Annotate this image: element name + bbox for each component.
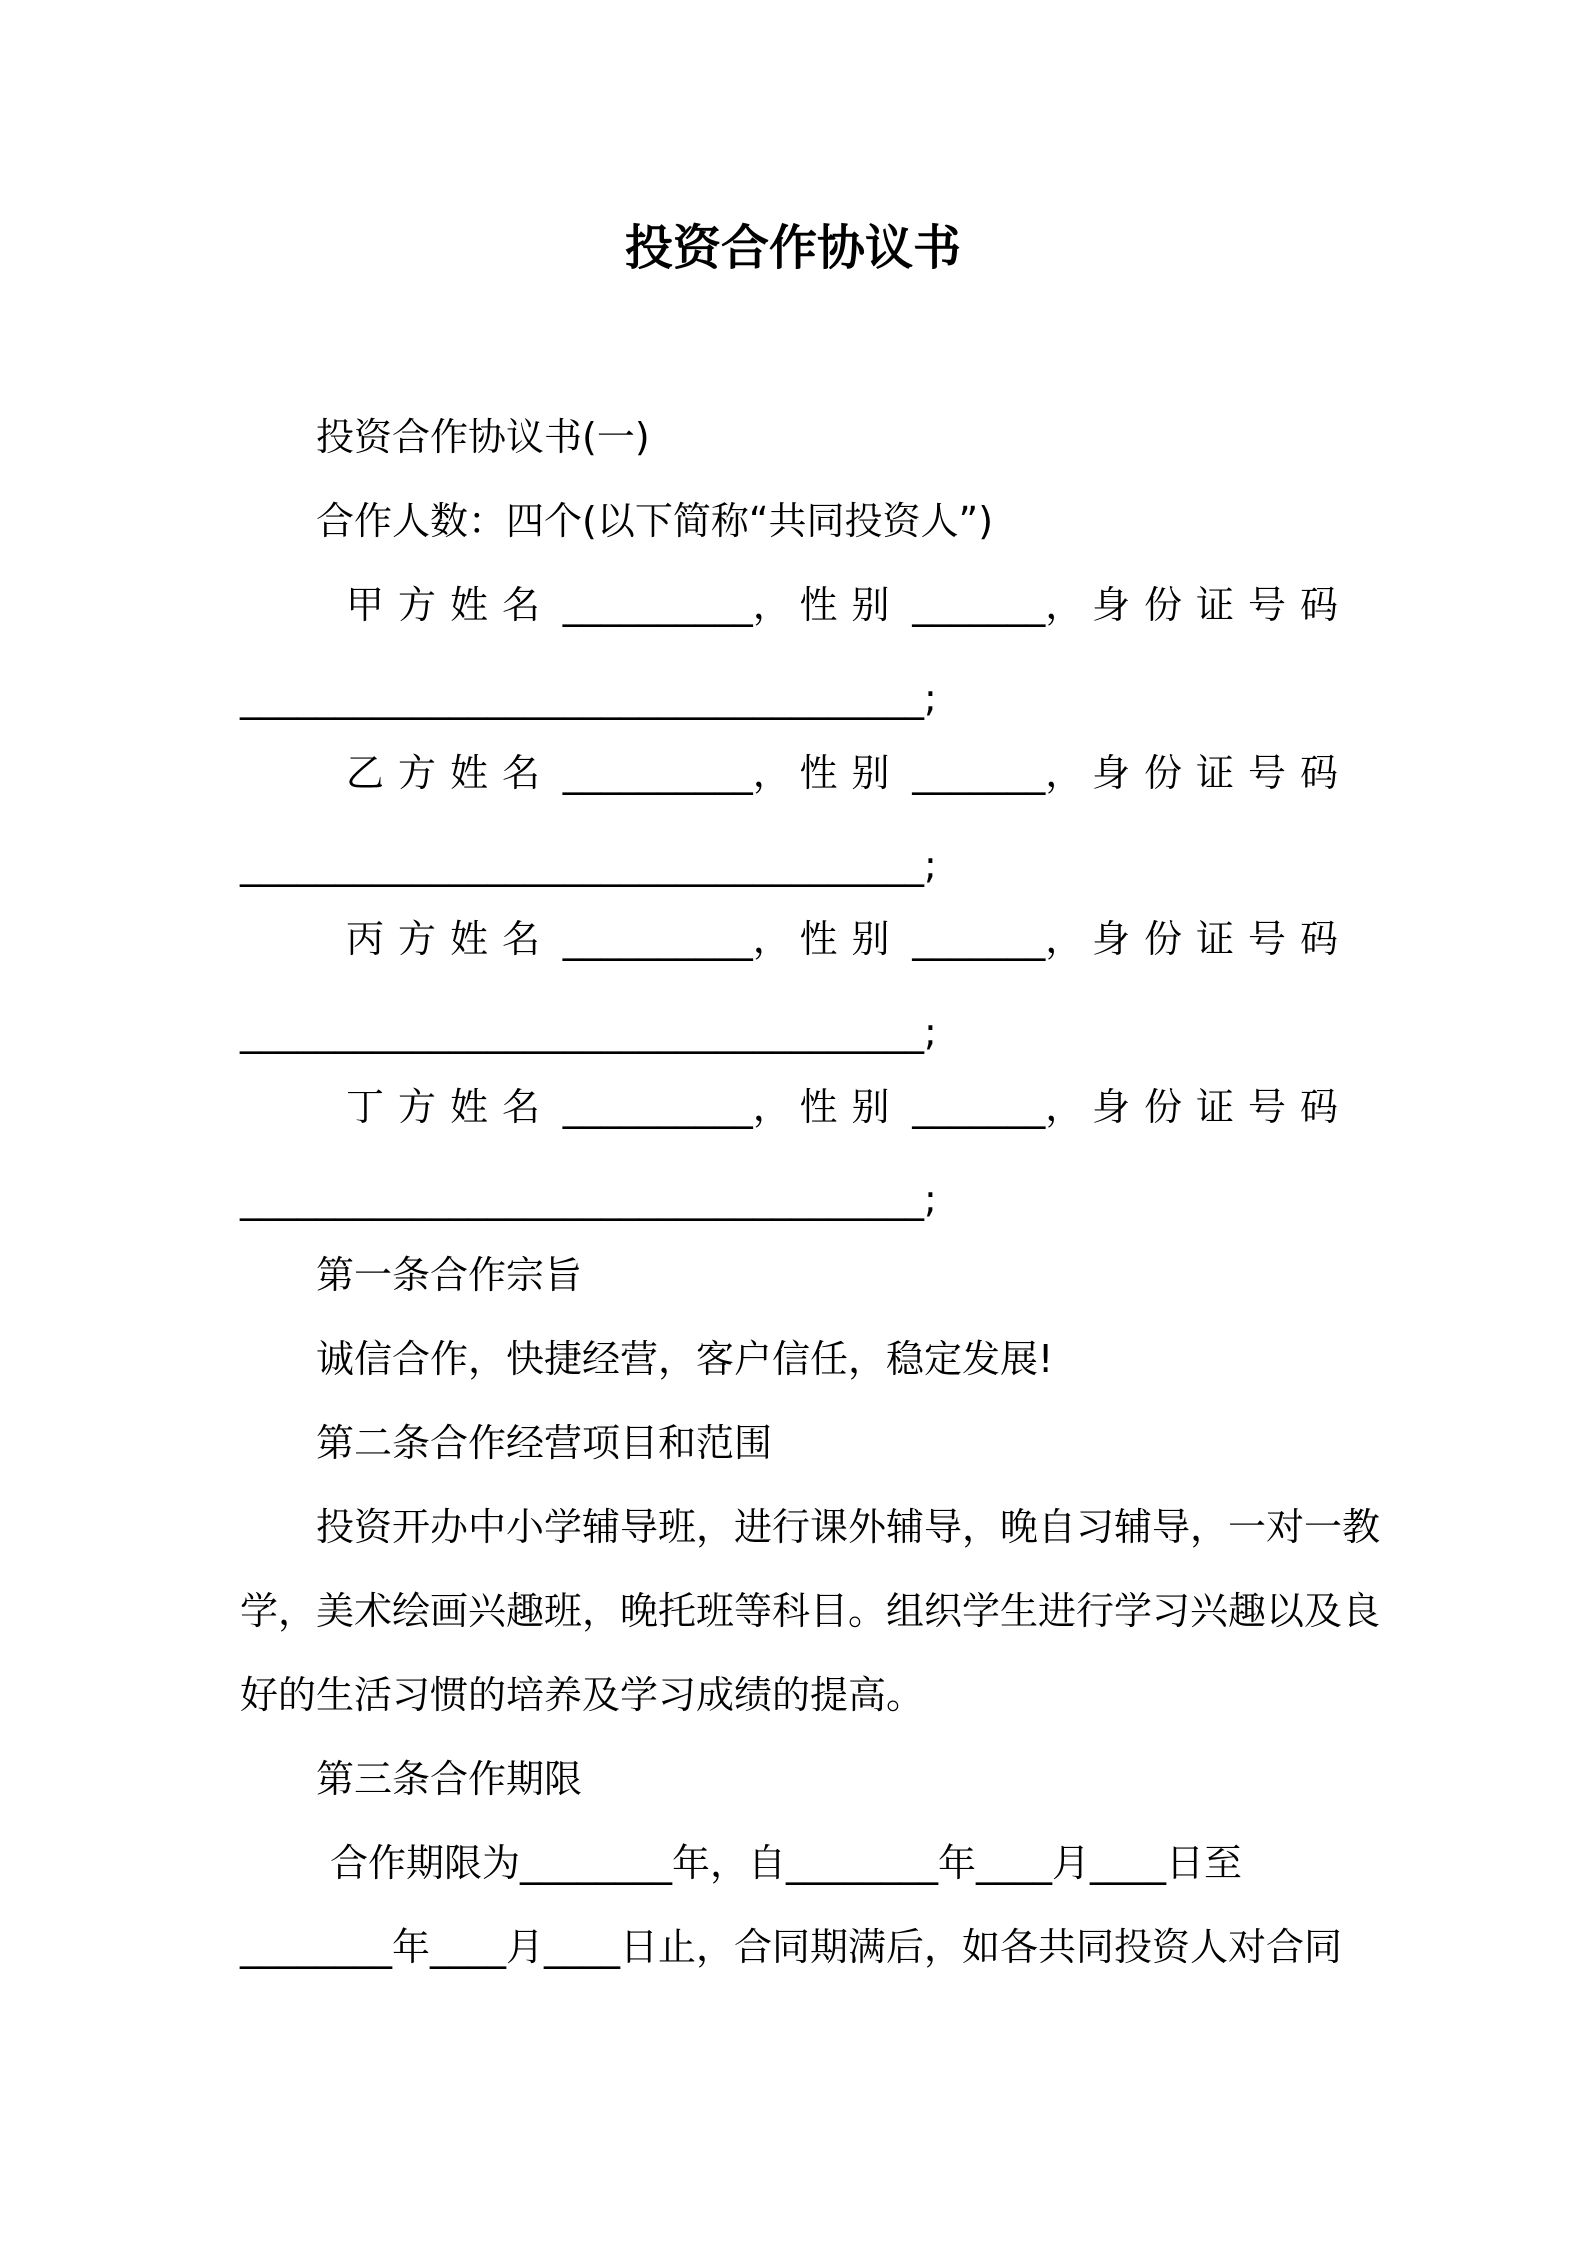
article-2-body-line-3: 好的生活习惯的培养及学习成绩的提高。 (240, 1673, 925, 1717)
party-d-name-field[interactable]: __________， (562, 1085, 791, 1129)
party-c-id-label: 身份证号码 (1091, 917, 1352, 961)
article-2-heading: 第二条合作经营项目和范围 (316, 1421, 773, 1465)
party-a-name-label: 甲方姓名 (346, 583, 555, 627)
party-a-gender-label: 性别 (799, 583, 904, 627)
party-a-name-field[interactable]: __________， (562, 583, 791, 627)
party-a-line (346, 580, 1352, 630)
party-b-name-label: 乙方姓名 (346, 751, 555, 795)
party-d-name-label: 丁方姓名 (346, 1085, 555, 1129)
article-3-heading: 第三条合作期限 (316, 1757, 583, 1801)
party-d-gender-label: 性别 (799, 1085, 904, 1129)
party-b-id-label: 身份证号码 (1091, 751, 1352, 795)
party-d-gender-field[interactable]: _______， (912, 1085, 1084, 1129)
party-a-gender-field[interactable]: _______， (912, 583, 1084, 627)
party-b-gender-label: 性别 (799, 751, 904, 795)
party-b-line (346, 748, 1352, 798)
article-1-body: 诚信合作，快捷经营，客户信任，稳定发展! (316, 1337, 1054, 1381)
party-d-id-field[interactable]: ____________________________________; (240, 1177, 937, 1221)
article-3-body-line-1: 合作期限为________年，自________年____月____日至 (330, 1841, 1243, 1885)
article-3-body-line-2: ________年____月____日止，合同期满后，如各共同投资人对合同 (240, 1925, 1343, 1969)
party-b-name-field[interactable]: __________， (562, 751, 791, 795)
party-c-name-field[interactable]: __________， (562, 917, 791, 961)
article-2-body-line-1: 投资开办中小学辅导班，进行课外辅导，晚自习辅导，一对一教 (316, 1505, 1381, 1549)
article-2-body-line-2: 学，美术绘画兴趣班，晚托班等科目。组织学生进行学习兴趣以及良 (240, 1589, 1381, 1633)
party-c-gender-label: 性别 (799, 917, 904, 961)
document-subtitle: 投资合作协议书(一) (316, 415, 650, 459)
partner-count-line: 合作人数：四个(以下简称“共同投资人”) (316, 499, 994, 543)
party-b-id-field[interactable]: ____________________________________; (240, 843, 937, 887)
party-c-name-label: 丙方姓名 (346, 917, 555, 961)
party-d-id-label: 身份证号码 (1091, 1085, 1352, 1129)
article-1-heading: 第一条合作宗旨 (316, 1253, 583, 1297)
party-d-line (346, 1082, 1352, 1132)
party-b-gender-field[interactable]: _______， (912, 751, 1084, 795)
party-a-id-field[interactable]: ____________________________________; (240, 676, 937, 720)
party-c-gender-field[interactable]: _______， (912, 917, 1084, 961)
party-c-id-field[interactable]: ____________________________________; (240, 1010, 937, 1054)
party-c-line (346, 914, 1352, 964)
party-a-id-label: 身份证号码 (1091, 583, 1352, 627)
document-title: 投资合作协议书 (624, 220, 961, 276)
